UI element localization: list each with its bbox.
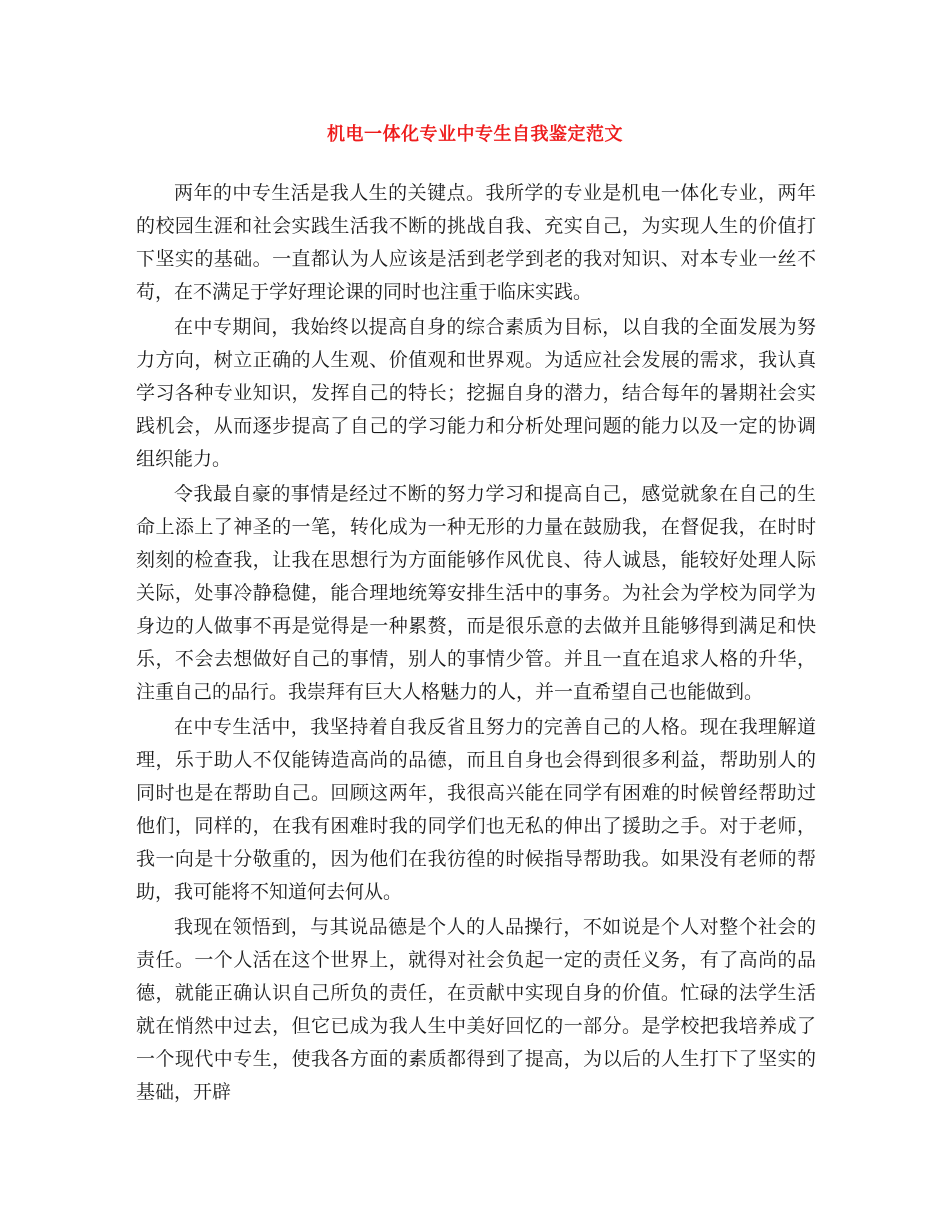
paragraph-2: 在中专期间，我始终以提高自身的综合素质为目标，以自我的全面发展为努力方向，树立正确的人生观、价值观和世界观。为适应社会发展的需求，我认真学习各种专业知识，发挥自己的特长；挖掘自身的潜力，结合每年的暑期社会实践机会，从而逐步提高了自己的学习能力和分析处理问题的能力以及一定的协调组织能力。 bbox=[136, 316, 816, 470]
document-body bbox=[136, 177, 816, 1111]
paragraph-4: 在中专生活中，我坚持着自我反省且努力的完善自己的人格。现在我理解道理，乐于助人不仅能铸造高尚的品德，而且自身也会得到很多利益，帮助别人的同时也是在帮助自己。回顾这两年，我很高兴能在同学有困难的时候曾经帮助过他们，同样的，在我有困难时我的同学们也无私的伸出了援助之手。对于老师，我一向是十分敬重的，因为他们在我彷徨的时候指导帮助我。如果没有老师的帮助，我可能将不知道何去何从。 bbox=[136, 716, 816, 903]
document-title: 机电一体化专业中专生自我鉴定范文 bbox=[327, 124, 623, 145]
paragraph-5: 我现在领悟到，与其说品德是个人的人品操行，不如说是个人对整个社会的责任。一个人活在这个世界上，就得对社会负起一定的责任义务，有了高尚的品德，就能正确认识自己所负的责任，在贡献中实现自身的价值。忙碌的法学生活就在悄然中过去，但它已成为我人生中美好回忆的一部分。是学校把我培养成了一个现代中专生，使我各方面的素质都得到了提高，为以后的人生打下了坚实的基础，开辟 bbox=[136, 916, 816, 1103]
paragraph-1: 两年的中专生活是我人生的关键点。我所学的专业是机电一体化专业，两年的校园生涯和社会实践生活我不断的挑战自我、充实自己，为实现人生的价值打下坚实的基础。一直都认为人应该是活到老学到老的我对知识、对本专业一丝不苟，在不满足于学好理论课的同时也注重于临床实践。 bbox=[136, 182, 816, 303]
paragraph-3: 令我最自豪的事情是经过不断的努力学习和提高自己，感觉就象在自己的生命上添上了神圣的一笔，转化成为一种无形的力量在鼓励我，在督促我，在时时刻刻的检查我，让我在思想行为方面能够作风优良、待人诚恳，能较好处理人际关际，处事冷静稳健，能合理地统筹安排生活中的事务。为社会为学校为同学为身边的人做事不再是觉得是一种累赘，而是很乐意的去做并且能够得到满足和快乐，不会去想做好自己的事情，别人的事情少管。并且一直在追求人格的升华，注重自己的品行。我崇拜有巨大人格魅力的人，并一直希望自己也能做到。 bbox=[136, 483, 816, 703]
